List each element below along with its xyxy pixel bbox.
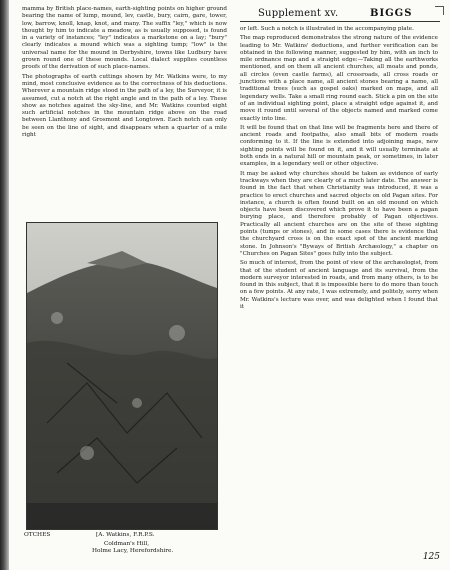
header-rule [240,21,440,22]
caption-left-fragment: OTCHES [24,532,51,538]
hillside-photograph [26,222,218,530]
right-paragraph: or left. Such a notch is illustrated in the accompanying plate. [240,26,414,32]
caption-place: Holme Lacy, Herefordshire. [92,548,174,554]
book-spine-shadow [0,0,9,570]
photo-image [27,223,217,529]
right-paragraph: It may be asked why churches should be taken as evidence of early trackways when they are clearly of a much later date. The answer is found in the fact that when Christianity was introduced, it was a practice to erect churches and sacred objects on old Pagan sites. For instance, a church is often found built on an old mound on which objects have been discovered which prove it to have been a pagan burying place, and therefore probably of Pagan objectives. Practically all ancient churches are on the site of these sighting points (tumps or stones), and in some cases there is evidence that the churchyard cross is on the exact spot of the ancient marking stone. In Johnson's "Byways of British Archæology," a chapter on "Churches on Pagan Sites" goes fully into the subject. [240,170,438,257]
right-paragraph: So much of interest, from the point of view of the archæologist, from that of the student of ancient language and its survival, from the modern surveyor interested in roads, and from many others, is to be found in this subject, that it is impossible here to do more than touch on a few points. At any rate, I was extremely, and politely, sorry when Mr. Watkins's lecture was over, and was delighted when I found that it [240,260,438,310]
left-paragraph: mamma by British place-names, earth-sighting points on higher ground bearing the name of lump, mound, lev, castle, bury, cairn, gare, tower, low, barrow, knoll, knap, knot, and many. The suffix "ley," which is now thought by him to indicate a meadow, as is usually supposed, is found in a variety of instances; "ley" indicates a markstone on a lay; "bury" clearly indicates a mound which was a sighting tump; "low" is the universal name for the mound in Derbyshire, towns like Ludbury have grown round one of these mounds. Local dialect supplies countless proofs of the derivation of such place-names. [22,6,227,71]
caption-location: Coldman's Hill, [104,541,150,547]
running-header [258,8,413,19]
right-paragraph: It will be found that on that line will be fragments here and there of ancient roads and footpaths, also small bits of modern roads conforming to it. If the line is extended into adjoining maps, new sighting points will be found on it, and it will usually terminate at both ends in a natural hill or mountain peak, or sometimes, in later examples, in a legendary well or other objective. [240,124,438,168]
right-paragraph: The map reproduced demonstrates the strong nature of the evidence leading to Mr. Watkins' deductions, and further verification can be obtained in the following manner, suggested by him, with an inch to mile ordnance map and a straight edge:—Taking all the earthworks mentioned, and on them all ancient churches, all moats and ponds, all circles (even castle farms), all crossroads, all cross roads or junctions with a place name, all ancient stones bearing a name, all traditional trees (such as gospel oaks) marked on maps, and all legendary wells. Take a small ring round each. Stick a pin on the site of an individual sighting point, place a straight edge against it, and move it round until several of the objects named and marked come exactly into line. [240,35,438,122]
page-number: 125 [422,552,440,562]
supplement-label: Supplement xv. [258,8,339,19]
photo-credit: [A. Watkins, F.R.P.S. [96,532,155,538]
left-text-column [22,6,227,141]
right-text-column [240,26,438,313]
left-paragraph: The photographs of earth cuttings shown by Mr. Watkins were, to my mind, most conclusive evidence as to the correctness of his deductions. Wherever a mountain ridge stood in the path of a ley, the Surveyor, it is assumed, cut a notch at the right angle and in the path of a ley. These show as notches against the sky-line, and Mr. Watkins counted eight such artificial notches in the mountain ridge above on the road between Llanthony and Grosmont and Longtown. Each notch can only be seen on the line of sight, and disappears when a quarter of a mile right [22,73,227,139]
corner-mark [435,6,444,15]
running-head-title: BIGGS [370,8,413,19]
